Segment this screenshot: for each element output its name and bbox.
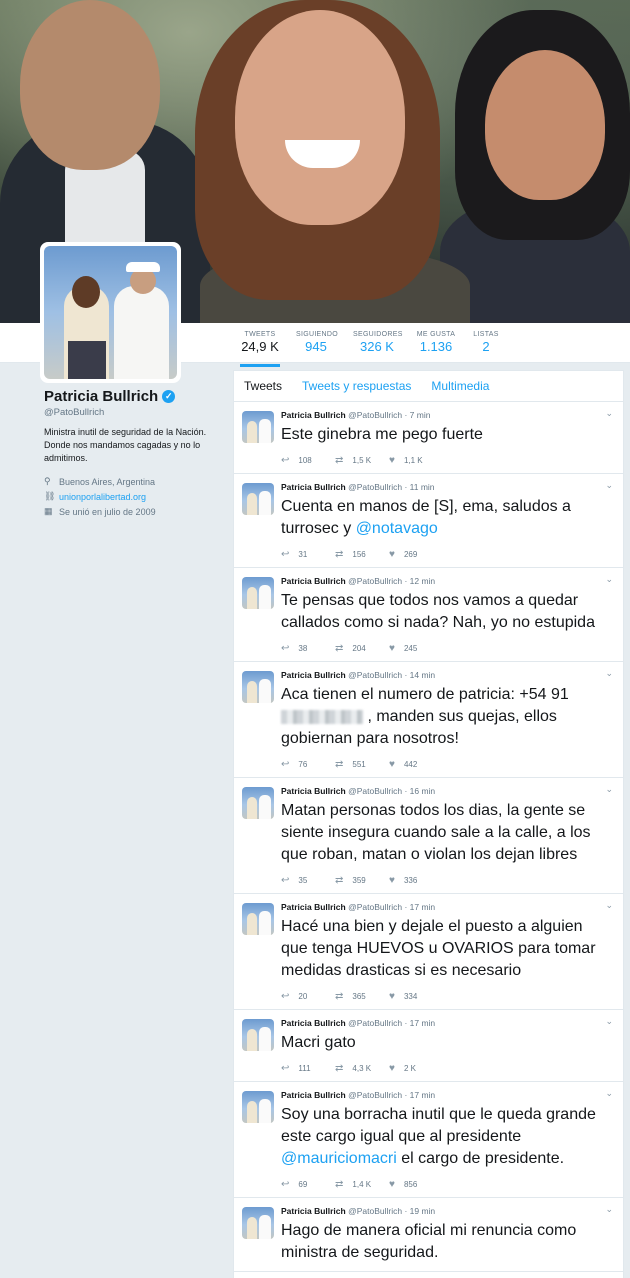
retweet-button[interactable] xyxy=(335,991,389,1002)
reply-button[interactable] xyxy=(281,455,335,466)
chevron-down-icon[interactable]: ⌄ xyxy=(605,784,613,794)
chevron-down-icon[interactable]: ⌄ xyxy=(605,1016,613,1026)
like-count: 1,1 K xyxy=(403,455,423,465)
reply-button[interactable] xyxy=(281,759,335,770)
retweet-icon: ⇄ xyxy=(335,1178,344,1190)
reply-icon: ↩ xyxy=(281,1062,290,1074)
heart-icon: ♥ xyxy=(389,642,395,654)
profile-name-text[interactable]: Patricia Bullrich xyxy=(44,388,159,405)
calendar-icon: ▦ xyxy=(44,506,53,516)
tweet-text: Aca tienen el numero de patricia: +54 91 , manden sus quejas, ellos gobiernan para nosotros! xyxy=(281,686,569,747)
heart-icon: ♥ xyxy=(389,874,395,886)
chevron-down-icon[interactable]: ⌄ xyxy=(605,480,613,490)
tab-media[interactable]: Multimedia xyxy=(431,379,490,393)
link-icon: ⛓ xyxy=(44,491,56,501)
tweet-author-handle: @PatoBullrich xyxy=(348,670,403,680)
reply-count: 111 xyxy=(298,1063,311,1073)
retweet-button[interactable] xyxy=(335,643,389,654)
heart-icon: ♥ xyxy=(389,1062,395,1074)
tweet-item[interactable] xyxy=(234,1010,623,1082)
tweet-author-name[interactable]: Patricia Bullrich xyxy=(281,482,346,492)
reply-icon: ↩ xyxy=(281,548,290,560)
profile-bio: Ministra inutil de seguridad de la Nación. Donde nos mandamos cagadas y no lo admitimos. xyxy=(44,427,207,463)
tweet-author-handle: @PatoBullrich xyxy=(348,902,403,912)
reply-count: 69 xyxy=(298,1179,308,1189)
retweet-button[interactable] xyxy=(335,759,389,770)
retweet-button[interactable] xyxy=(335,549,389,560)
tweet-avatar[interactable] xyxy=(242,787,274,819)
reply-icon: ↩ xyxy=(281,758,290,770)
tweet-author-name[interactable]: Patricia Bullrich xyxy=(281,1090,346,1100)
heart-icon: ♥ xyxy=(389,548,395,560)
like-button[interactable] xyxy=(389,875,443,886)
verified-badge-icon: ✓ xyxy=(162,390,175,403)
chevron-down-icon[interactable]: ⌄ xyxy=(605,408,613,418)
reply-icon: ↩ xyxy=(281,1178,290,1190)
retweet-icon: ⇄ xyxy=(335,874,344,886)
like-button[interactable] xyxy=(389,643,443,654)
like-button[interactable] xyxy=(389,1063,443,1074)
tweet-time[interactable]: · 16 min xyxy=(404,786,436,796)
stat-followers[interactable] xyxy=(353,331,401,354)
tweet-avatar[interactable] xyxy=(242,1091,274,1123)
reply-count: 31 xyxy=(298,549,308,559)
reply-count: 76 xyxy=(298,759,308,769)
stat-lists[interactable] xyxy=(471,331,501,354)
reply-button[interactable] xyxy=(281,875,335,886)
retweet-count: 1,5 K xyxy=(352,455,372,465)
retweet-count: 359 xyxy=(352,875,366,885)
stat-label: SEGUIDORES xyxy=(353,331,403,338)
tweet-author-name[interactable]: Patricia Bullrich xyxy=(281,410,346,420)
tweet-time[interactable]: · 12 min xyxy=(404,576,436,586)
reply-icon: ↩ xyxy=(281,454,290,466)
like-button[interactable] xyxy=(389,991,443,1002)
stat-label: TWEETS xyxy=(244,331,276,338)
retweet-icon: ⇄ xyxy=(335,758,344,770)
tweet-text: Macri gato xyxy=(281,1034,356,1051)
reply-count: 38 xyxy=(298,643,308,653)
reply-button[interactable] xyxy=(281,991,335,1002)
retweet-count: 4,3 K xyxy=(352,1063,372,1073)
like-button[interactable] xyxy=(389,1179,443,1190)
tweet-avatar[interactable] xyxy=(242,577,274,609)
tweet-timeline xyxy=(233,370,624,1278)
tweet-author-handle: @PatoBullrich xyxy=(348,1206,403,1216)
tweet-time[interactable]: · 19 min xyxy=(404,1206,436,1216)
retweet-button[interactable] xyxy=(335,455,389,466)
tweet-author-handle: @PatoBullrich xyxy=(348,482,403,492)
stat-value: 24,9 K xyxy=(241,339,279,354)
tweet-avatar[interactable] xyxy=(242,903,274,935)
reply-icon: ↩ xyxy=(281,874,290,886)
retweet-count: 1,4 K xyxy=(352,1179,372,1189)
like-button[interactable] xyxy=(389,549,443,560)
tweet-item[interactable] xyxy=(234,894,623,1010)
tweet-avatar[interactable] xyxy=(242,671,274,703)
tab-tweets-and-replies[interactable]: Tweets y respuestas xyxy=(302,379,412,393)
profile-location: Buenos Aires, Argentina xyxy=(59,476,156,487)
tweet-time[interactable]: · 14 min xyxy=(404,670,436,680)
tweet-author-name[interactable]: Patricia Bullrich xyxy=(281,786,346,796)
retweet-icon: ⇄ xyxy=(335,990,344,1002)
chevron-down-icon[interactable]: ⌄ xyxy=(605,574,613,584)
tweet-text: Este ginebra me pego fuerte xyxy=(281,426,483,443)
tweet-author-name[interactable]: Patricia Bullrich xyxy=(281,902,346,912)
timeline-tabs xyxy=(234,371,623,402)
retweet-count: 365 xyxy=(352,991,366,1001)
like-count: 856 xyxy=(403,1179,418,1189)
tweet-author-name[interactable]: Patricia Bullrich xyxy=(281,1206,346,1216)
retweet-button[interactable] xyxy=(335,1063,389,1074)
tweet-text: Soy una borracha inutil que le queda grande este cargo igual que al presidente @mauriciomacri el cargo de presidente. xyxy=(281,1106,596,1167)
tweet-time[interactable]: · 17 min xyxy=(404,1018,436,1028)
tweet-author-name[interactable]: Patricia Bullrich xyxy=(281,670,346,680)
tweet-author-handle: @PatoBullrich xyxy=(348,576,403,586)
retweet-icon: ⇄ xyxy=(335,454,344,466)
tweet-text: Hago de manera oficial mi renuncia como ministra de seguridad. xyxy=(281,1222,577,1261)
redacted-phone-number xyxy=(281,710,363,724)
mention-link[interactable]: @mauriciomacri xyxy=(281,1150,397,1167)
like-button[interactable] xyxy=(389,759,443,770)
reply-count: 35 xyxy=(298,875,308,885)
heart-icon: ♥ xyxy=(389,990,395,1002)
tweet-author-handle: @PatoBullrich xyxy=(348,410,403,420)
tweet-author-handle: @PatoBullrich xyxy=(348,1090,403,1100)
stat-label: SIGUIENDO xyxy=(296,331,338,338)
profile-card xyxy=(44,388,224,519)
like-count: 245 xyxy=(403,643,418,653)
retweet-icon: ⇄ xyxy=(335,548,344,560)
profile-joined: Se unió en julio de 2009 xyxy=(59,506,156,517)
profile-name xyxy=(44,388,224,405)
tweet-text: Te pensas que todos nos vamos a quedar callados como si nada? Nah, yo no estupida xyxy=(281,592,595,631)
tweet-text: Cuenta en manos de [S], ema, saludos a turrosec y @notavago xyxy=(281,498,571,537)
like-count: 2 K xyxy=(403,1063,416,1073)
like-count: 336 xyxy=(403,875,418,885)
tweet-author-handle: @PatoBullrich xyxy=(348,786,403,796)
reply-icon: ↩ xyxy=(281,990,290,1002)
tweet-item[interactable] xyxy=(234,474,623,568)
tweet-time[interactable]: · 17 min xyxy=(404,1090,436,1100)
tweet-time[interactable]: · 11 min xyxy=(404,482,435,492)
chevron-down-icon[interactable]: ⌄ xyxy=(605,668,613,678)
tweet-avatar[interactable] xyxy=(242,1207,274,1239)
stat-following[interactable] xyxy=(296,331,336,354)
reply-icon: ↩ xyxy=(281,642,290,654)
stat-value: 326 K xyxy=(360,339,394,354)
chevron-down-icon[interactable]: ⌄ xyxy=(605,1204,613,1214)
retweet-count: 204 xyxy=(352,643,366,653)
like-count: 269 xyxy=(403,549,418,559)
tweet-item[interactable] xyxy=(234,778,623,894)
like-count: 442 xyxy=(403,759,418,769)
tweet-author-name[interactable]: Patricia Bullrich xyxy=(281,1018,346,1028)
tweet-avatar[interactable] xyxy=(242,411,274,443)
stat-value: 2 xyxy=(482,339,490,354)
tweet-time[interactable]: · 7 min xyxy=(404,410,431,420)
retweet-button[interactable] xyxy=(335,1179,389,1190)
stat-tweets[interactable] xyxy=(240,331,280,367)
profile-handle[interactable]: @PatoBullrich xyxy=(44,407,105,418)
heart-icon: ♥ xyxy=(389,1178,395,1190)
reply-button[interactable] xyxy=(281,1063,335,1074)
retweet-icon: ⇄ xyxy=(335,642,344,654)
tweet-item[interactable] xyxy=(234,1082,623,1198)
stat-label: ME GUSTA xyxy=(416,331,456,338)
tweet-item[interactable] xyxy=(234,568,623,662)
like-button[interactable] xyxy=(389,455,443,466)
tweet-item[interactable] xyxy=(234,662,623,778)
tweet-avatar[interactable] xyxy=(242,483,274,515)
stat-label: LISTAS xyxy=(473,331,499,338)
tweet-item[interactable] xyxy=(234,1198,623,1272)
reply-count: 20 xyxy=(298,991,308,1001)
reply-button[interactable] xyxy=(281,1179,335,1190)
reply-count: 108 xyxy=(298,455,312,465)
tweet-text: Hacé una bien y dejale el puesto a alguien que tenga HUEVOS u OVARIOS para tomar medidas drasticas si es necesario xyxy=(281,918,596,979)
tweet-time[interactable]: · 17 min xyxy=(404,902,436,912)
stat-likes[interactable] xyxy=(416,331,456,354)
stat-value: 1.136 xyxy=(419,339,453,354)
retweet-button[interactable] xyxy=(335,875,389,886)
heart-icon: ♥ xyxy=(389,454,395,466)
tweet-author-name[interactable]: Patricia Bullrich xyxy=(281,576,346,586)
mention-link[interactable]: @notavago xyxy=(355,520,438,537)
tweet-text: Matan personas todos los dias, la gente se siente insegura cuando sale a la calle, a los que roban, matan o violan los dejan libres xyxy=(281,802,591,863)
profile-avatar[interactable] xyxy=(40,242,181,383)
tweet-avatar[interactable] xyxy=(242,1019,274,1051)
reply-button[interactable] xyxy=(281,549,335,560)
reply-button[interactable] xyxy=(281,643,335,654)
retweet-count: 551 xyxy=(352,759,366,769)
retweet-count: 156 xyxy=(352,549,366,559)
chevron-down-icon[interactable]: ⌄ xyxy=(605,1088,613,1098)
like-count: 334 xyxy=(403,991,418,1001)
chevron-down-icon[interactable]: ⌄ xyxy=(605,900,613,910)
stat-value: 945 xyxy=(305,339,327,354)
location-pin-icon: ⚲ xyxy=(44,476,51,486)
tweet-author-handle: @PatoBullrich xyxy=(348,1018,403,1028)
tweet-item[interactable] xyxy=(234,402,623,474)
profile-website-link[interactable]: unionporlalibertad.org xyxy=(59,491,147,502)
heart-icon: ♥ xyxy=(389,758,395,770)
retweet-icon: ⇄ xyxy=(335,1062,344,1074)
tab-tweets[interactable]: Tweets xyxy=(244,379,283,393)
